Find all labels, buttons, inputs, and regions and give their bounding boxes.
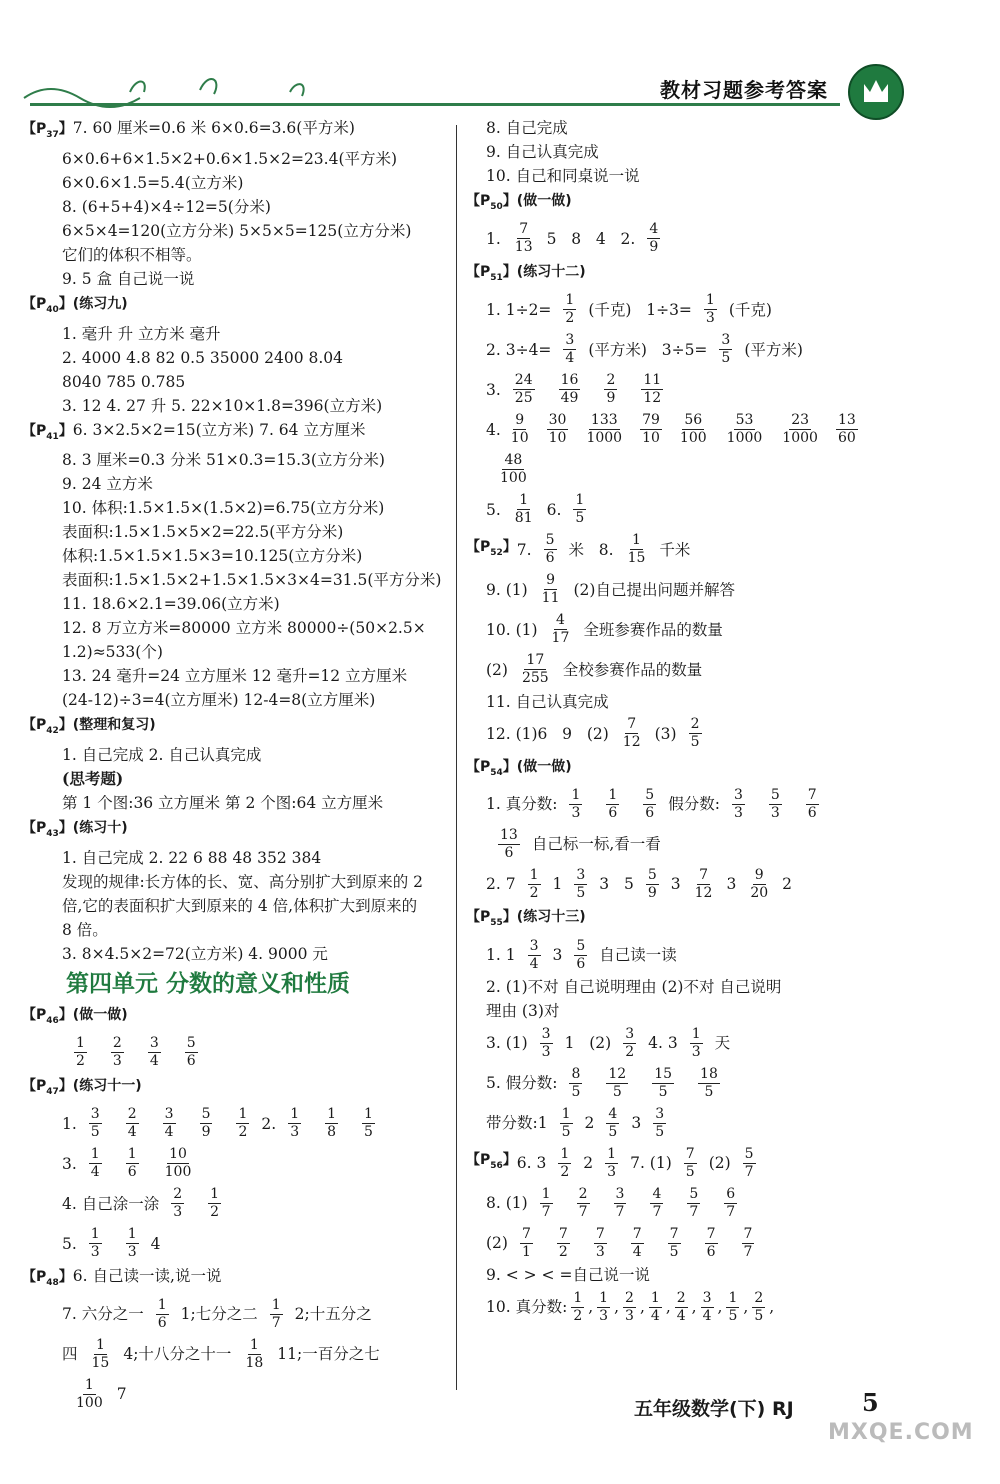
fraction: $\frac{2}{3}$ [112,1035,122,1070]
answer-line: 13. 24 毫升=24 立方厘米 12 毫升=12 立方厘米 [62,667,408,686]
answer-line: 9. (1) $\frac{9}{11}$ (2)自己提出问题并解答 [486,572,735,607]
answer-line: 2. 4000 4.8 82 0.5 35000 2400 8.04 [62,348,344,367]
answer-line: 1. $\frac{3}{5}$ $\frac{2}{4}$ $\frac{3}{4}$ $\frac{5}{9}$ $\frac{1}{2}$ 2. $\frac{1}{3}$ $\frac{1}{8}$ $\frac{1}{5}$ [62,1106,373,1141]
column-divider [456,125,457,1390]
subsection-heading: (思考题) [62,769,124,789]
answer-line: 10. 自己和同桌说一说 [486,167,640,185]
answer-line: 1. $\frac{7}{13}$ 5 8 4 2. $\frac{4}{9}$ [486,221,659,256]
header-title: 教材习题参考答案 [660,78,828,102]
section-heading: 【$P_{55}$】(练习十三) [466,909,586,929]
answer-line: 11. 18.6×2.1=39.06(立方米) [62,595,280,614]
answer-line: 1. 自己完成 2. 自己认真完成 [62,746,262,765]
answer-line: 带分数: 1 $\frac{1}{5}$ 2 $\frac{4}{5}$ 3 $\frac{3}{5}$ [486,1105,665,1140]
answer-line: (24-12)÷3=4(立方厘米) 12-4=8(立方厘米) [62,691,376,710]
fraction: $\frac{3}{4}$ [149,1035,159,1070]
section-heading: 【$P_{46}$】(做一做) [22,1006,128,1026]
answer-line: 5. 假分数: $\frac{8}{5}$ $\frac{12}{5}$ $\frac{15}{5}$ $\frac{18}{5}$ [486,1065,718,1100]
fraction: $\frac{5}{6}$ [186,1035,196,1070]
answer-line: 1. 毫升 升 立方米 毫升 [62,324,221,343]
right-column [466,116,906,1327]
page-header [0,60,1000,120]
answer-line: 10. (1) $\frac{4}{17}$ 全班参赛作品的数量 [486,612,723,647]
unit-title: 第四单元 分数的意义和性质 [66,970,351,997]
answer-line: 9. 自己认真完成 [486,143,599,161]
answer-line: 11. 自己认真完成 [486,692,609,711]
answer-line: 1. 自己完成 2. 22 6 88 48 352 384 [62,848,322,867]
answer-line: 【$P_{48}$】6. 自己读一读,说一说 [22,1266,222,1288]
answer-line: 2. 7 $\frac{1}{2}$ 1 $\frac{3}{5}$ 3 5 $\frac{5}{9}$ 3 $\frac{7}{12}$ 3 $\frac{9}{20}$ 2 [486,866,793,901]
answer-line: 9. < > < =自己说一说 [486,1266,650,1285]
footer-grade-label: 五年级数学(下) RJ [634,1398,794,1420]
answer-line: 表面积:1.5×1.5×2+1.5×1.5×3×4=31.5(平方分米) [62,571,442,590]
book-logo-icon [848,64,904,120]
answer-line: (2) $\frac{7}{1}$ $\frac{7}{2}$ $\frac{7}{3}$ $\frac{7}{4}$ $\frac{7}{5}$ $\frac{7}{6}$ $\frac{7}{7}$ [486,1225,753,1260]
answer-line: 【$P_{56}$】 6. 3 $\frac{1}{2}$ 2 $\frac{1}{3}$ 7. (1) $\frac{7}{5}$ (2) $\frac{5}{7}$ [466,1145,754,1180]
answer-line [22,1033,450,1073]
answer-line: $\frac{1}{100}$ 7 [76,1376,127,1411]
answer-line: 5. $\frac{1}{81}$ 6. $\frac{1}{5}$ [486,492,585,527]
answer-line: 【$P_{52}$】 7. $\frac{5}{6}$ 米 8. $\frac{1}{15}$ 千米 [466,532,691,567]
answer-line: 6×0.6+6×1.5×2+0.6×1.5×2=23.4(平方米) [62,149,398,168]
section-heading: 【$P_{47}$】(练习十一) [22,1077,142,1097]
answer-line: 8. (1) $\frac{1}{7}$ $\frac{2}{7}$ $\frac{3}{7}$ $\frac{4}{7}$ $\frac{5}{7}$ $\frac{6}{7}$ [486,1185,736,1220]
answer-line: 12. 8 万立方米=80000 立方米 80000÷(50×2.5× [62,619,426,638]
page-tag: 【$P_{37}$】 [22,121,73,140]
answer-line: 5. $\frac{1}{3}$ $\frac{1}{3}$ 4 [62,1226,161,1261]
answer-line: 9. 24 立方米 [62,475,153,494]
answer-line: 7. 六分之一 $\frac{1}{6}$ 1;七分之二 $\frac{1}{7}$ 2;十五分之 [62,1296,372,1331]
answer-line: 10. 体积:1.5×1.5×(1.5×2)=6.75(立方分米) [62,499,385,518]
section-heading: 【$P_{42}$】(整理和复习) [22,717,156,737]
header-rule [30,103,840,106]
section-heading: 【$P_{40}$】(练习九) [22,295,128,315]
answer-line: 【$P_{41}$】6. 3×2.5×2=15(立方米) 7. 64 立方厘米 [22,420,366,442]
answer-line: 9. 5 盒 自己说一说 [62,269,195,288]
page-number: 5 [862,1388,879,1417]
answer-line: (2) $\frac{17}{255}$ 全校参赛作品的数量 [486,652,703,687]
answer-line: 【$P_{37}$】7. 60 厘米=0.6 米 6×0.6=3.6(平方米) [22,119,355,140]
watermark: MXQE.COM [828,1420,974,1445]
fraction: $\frac{1}{2}$ [76,1035,85,1070]
answer-line: 3. $\frac{24}{25}$ $\frac{16}{49}$ $\frac{2}{9}$ $\frac{11}{12}$ [486,372,662,407]
answer-line: 4. 自己涂一涂 $\frac{2}{3}$ $\frac{1}{2}$ [62,1186,220,1221]
section-heading: 【$P_{51}$】(练习十二) [466,263,586,283]
answer-line: 体积:1.5×1.5×1.5×3=10.125(立方分米) [62,547,363,566]
answer-line: 6×5×4=120(立方分米) 5×5×5=125(立方分米) [62,221,412,240]
answer-line: 4. $\frac{9}{10}$ $\frac{30}{10}$ $\frac{133}{1000}$ $\frac{79}{10}$ $\frac{56}{100}$ $\frac{53}{1000}$ $\frac{23}{1000}$ $\frac{13}{60}$ [486,412,856,447]
answer-line: $\frac{48}{100}$ [500,452,527,487]
answer-line: 1. 1÷2= $\frac{1}{2}$ (千克) 1÷3= $\frac{1}{3}$ (千克) [486,292,772,327]
answer-line: 1.2)≈533(个) [62,643,163,662]
answer-line: 发现的规律:长方体的长、宽、高分别扩大到原来的 2 [62,872,424,891]
answer-line: 8. 3 厘米=0.3 分米 51×0.3=15.3(立方分米) [62,451,385,470]
answer-line: 1. 1 $\frac{3}{4}$ 3 $\frac{5}{6}$ 自己读一读 [486,937,677,972]
answer-line: $\frac{13}{6}$ 自己标一标,看一看 [500,826,661,861]
section-heading: 【$P_{54}$】(做一做) [466,758,572,778]
answer-line: 6×0.6×1.5=5.4(立方米) [62,173,244,192]
answer-line: 8 倍。 [62,920,108,939]
answer-line: 表面积:1.5×1.5×5×2=22.5(平方分米) [62,523,344,542]
answer-line: 它们的体积不相等。 [62,245,202,264]
answer-line: 8. 自己完成 [486,119,568,137]
answer-line: 3. 12 4. 27 升 5. 22×10×1.8=396(立方米) [62,396,383,415]
answer-line: 3. $\frac{1}{4}$ $\frac{1}{6}$ $\frac{10}{100}$ [62,1146,192,1181]
answer-line: 四 $\frac{1}{15}$ 4;十八分之十一 $\frac{1}{18}$ 11;一百分之七 [62,1336,380,1371]
section-heading: 【$P_{50}$】(做一做) [466,193,572,212]
answer-line: 12. (1)6 9 (2) $\frac{7}{12}$ (3) $\frac{2}{5}$ [486,716,700,751]
answer-line: 8040 785 0.785 [62,372,186,391]
answer-line: 3. 8×4.5×2=72(立方米) 4. 9000 元 [62,944,328,963]
answer-line: 2. 3÷4= $\frac{3}{4}$ (平方米) 3÷5= $\frac{3}{5}$ (平方米) [486,332,803,367]
answer-line: 2. (1)不对 自己说明理由 (2)不对 自己说明 [486,978,782,997]
answer-line: 理由 (3)对 [486,1002,560,1021]
answer-line: 倍,它的表面积扩大到原来的 4 倍,体积扩大到原来的 [62,896,418,915]
answer-line: 3. (1) $\frac{3}{3}$ 1 (2) $\frac{3}{2}$ 4. 3 $\frac{1}{3}$ 天 [486,1025,731,1060]
answer-line: 第 1 个图:36 立方厘米 第 2 个图:64 立方厘米 [62,794,384,813]
left-column [22,116,450,1414]
answer-line: 10. 真分数: $\frac{1}{2}$ , $\frac{1}{3}$ , $\frac{2}{3}$ , $\frac{1}{4}$ , $\frac{2}{4}$ , $\frac{3}{4}$ , $\frac{1}{5}$ , $\frac{2}{5}$ , [486,1289,775,1324]
answer-line: 8. (6+5+4)×4÷12=5(分米) [62,197,271,216]
section-heading: 【$P_{43}$】(练习十) [22,820,128,839]
answer-line: 1. 真分数: $\frac{1}{3}$ $\frac{1}{6}$ $\frac{5}{6}$ 假分数: $\frac{3}{3}$ $\frac{5}{3}$ $\frac{7}{6}$ [486,786,817,821]
